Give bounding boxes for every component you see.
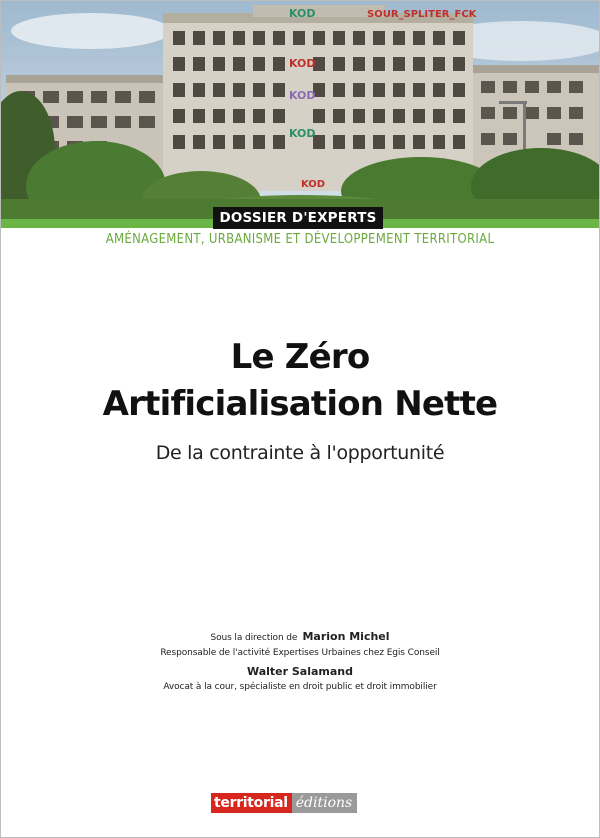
graffiti-text: KOD xyxy=(289,57,316,70)
coauthor-name: Walter Salamand xyxy=(246,665,354,678)
editor-line xyxy=(1,627,599,646)
graffiti-text: SOUR_SPLITER_FCK xyxy=(367,9,477,20)
coauthor-role: Avocat à la cour, spécialiste en droit public et droit immobilier xyxy=(163,682,437,692)
graffiti-text: KOD xyxy=(289,127,316,140)
book-title-line1: Le Zéro xyxy=(230,337,370,377)
editor-name: Marion Michel xyxy=(302,630,390,643)
editor-role: Responsable de l'activité Expertises Urbaines chez Egis Conseil xyxy=(160,648,440,658)
book-title-line2: Artificialisation Nette xyxy=(102,384,498,424)
book-subtitle: De la contrainte à l'opportunité xyxy=(155,442,445,464)
graffiti-text: KOD xyxy=(289,7,316,20)
series-badge: DOSSIER D'EXPERTS xyxy=(213,207,383,229)
series-subtitle: AMÉNAGEMENT, URBANISME ET DÉVELOPPEMENT TERRITORIAL xyxy=(105,232,495,247)
graffiti-text: KOD xyxy=(289,89,316,102)
credits-block xyxy=(1,627,599,694)
graffiti-text: KOD xyxy=(301,179,326,190)
publisher-logo-part1: territorial xyxy=(211,793,292,813)
publisher-logo xyxy=(211,793,357,813)
cover-photo-abandoned-building xyxy=(1,1,599,219)
direction-prefix: Sous la direction de xyxy=(210,633,298,643)
book-title xyxy=(1,334,599,428)
publisher-logo-part2: éditions xyxy=(292,793,357,813)
